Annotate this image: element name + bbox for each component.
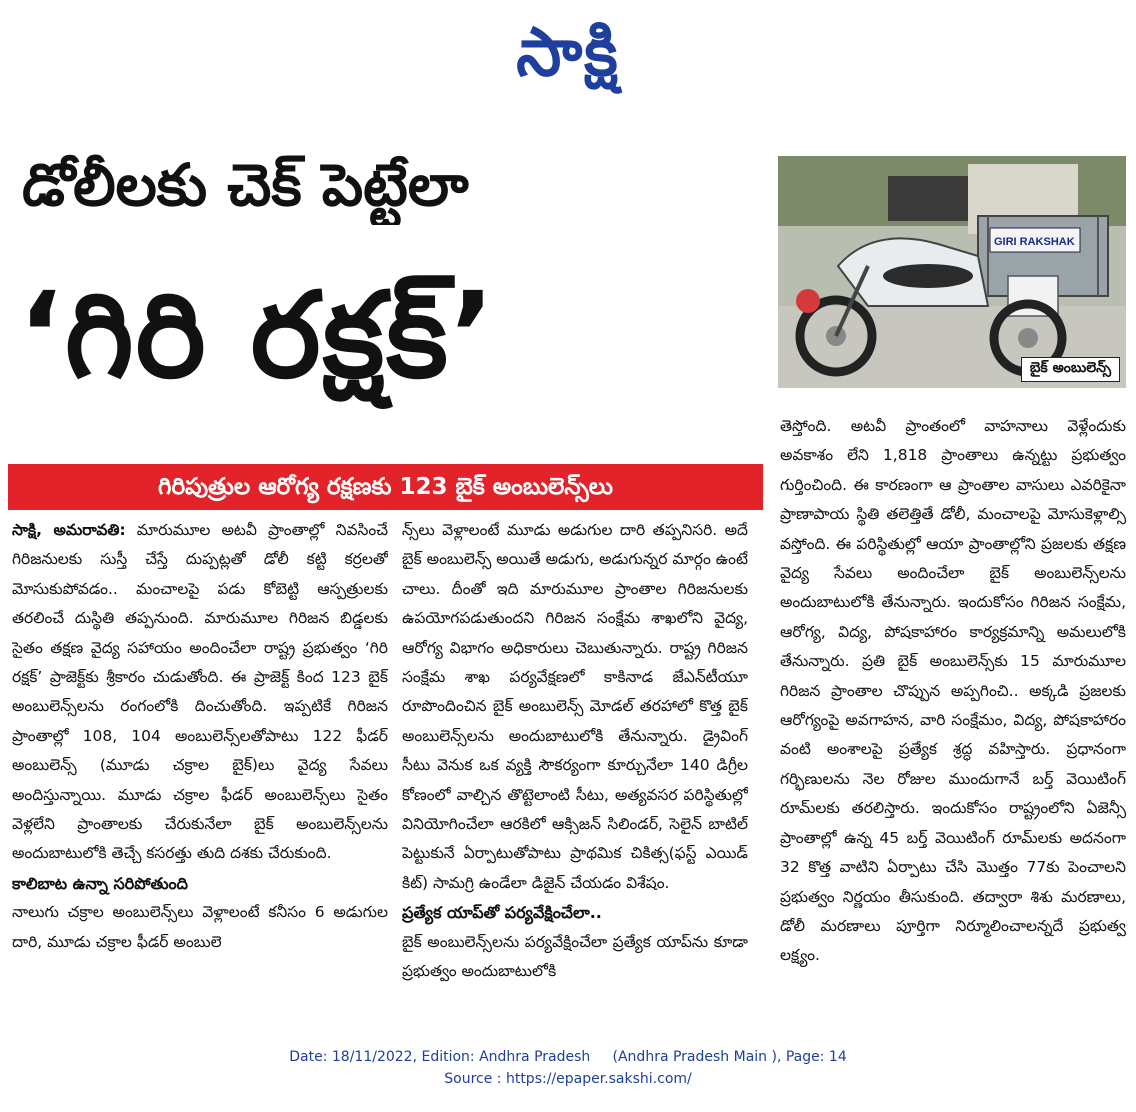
photo-caption: బైక్ అంబులెన్స్ (1021, 357, 1120, 382)
column-1-paragraph-1: మారుమూల అటవీ ప్రాంతాల్లో నివసించే గిరిజనులకు సుస్తీ చేస్తే దుప్పట్లతో డోలీ కట్టి కర్రలతో మోసుకుపోవడం.. మంచాలపై పడు కోబెట్టి ఆస్పత్రులకు తరలించే దుస్థితి తప్పనుంది. మారుమూల గిరిజన బిడ్డలకు సైతం తక్షణ వైద్య సహాయం అందించేలా రాష్ట్ర ప్రభుత్వం ‘గిరి రక్షక్’ ప్రాజెక్ట్‌కు శ్రీకారం చుడుతోంది. ఈ ప్రాజెక్ట్ కింద 123 బైక్ అంబులెన్స్‌లను రంగంలోకి దించుతోంది. ఇప్పటికే గిరిజన ప్రాంతాల్లో 108, 104 అంబులెన్స్‌లతోపాటు 122 ఫీడర్ అంబులెన్స్ (మూడు చక్రాల బైక్)లు వైద్య సేవలు అందిస్తున్నాయి. మూడు చక్రాల ఫీడర్ అంబులెన్స్‌లు సైతం వెళ్లలేని ప్రాంతాలకు చేరుకునేలా బైక్ అంబులెన్స్‌లను అందుబాటులోకి తెచ్చే కసరత్తు తుది దశకు చేరుకుంది. (12, 521, 388, 863)
footer-source: Source : https://epaper.sakshi.com/ (444, 1071, 692, 1087)
bike-ambulance-photo (778, 156, 1126, 388)
article-column-1 (12, 516, 388, 1012)
dateline: సాక్షి, అమరావతి: (12, 521, 126, 539)
masthead (0, 8, 1136, 98)
column-3-paragraph-1: తెస్తోంది. అటవీ ప్రాంతంలో వాహనాలు వెళ్లేందుకు అవకాశం లేని 1,818 ప్రాంతాలు ఉన్నట్టు ప్రభుత్వం గుర్తించింది. ఈ కారణంగా ఆ ప్రాంతాల వాసులు ఎవరికైనా ప్రాణాపాయ స్థితి తలెత్తితే డోలీ, మంచాలపై మోసుకెళ్లాల్సి వస్తోంది. ఈ పరిస్థితుల్లో ఆయా ప్రాంతాల్లోని ప్రజలకు తక్షణ వైద్య సేవలు అందించేలా బైక్ అంబులెన్స్‌లను అందుబాటులోకి తేనున్నారు. ఇందుకోసం గిరిజన సంక్షేమ, ఆరోగ్య, విద్య, పోషకాహారం కార్యక్రమాన్ని అమలులోకి తేనున్నారు. ప్రతి బైక్ అంబులెన్స్‌కు 15 మారుమూల గిరిజన ప్రాంతాల చొప్పున అప్పగించి.. అక్కడి ప్రజలకు ఆరోగ్యంపై అవగాహన, వారి సంక్షేమం, విద్య, పోషకాహారం వంటి అంశాలపై ప్రత్యేక శ్రద్ధ వహిస్తారు. ప్రధానంగా గర్భిణులను నెల రోజుల ముందుగానే బర్త్ వెయిటింగ్ రూమ్‌లకు తరలిస్తారు. ఇందుకోసం రాష్ట్రంలోని ఏజెన్సీ ప్రాంతాల్లో ఉన్న 45 బర్త్ వెయిటింగ్ రూమ్‌లకు అదనంగా 32 కొత్త వాటిని ఏర్పాటు చేసి మొత్తం 77కు పెంచాలని ప్రభుత్వం నిర్ణయం తీసుకుంది. తద్వారా శిశు మరణాలు, డోలీ మరణాలు పూర్తిగా నిర్మూలించాలన్నదే ప్రభుత్వ లక్ష్యం. (780, 417, 1126, 965)
section-subhead-2: ప్రత్యేక యాప్‌తో పర్యవేక్షించేలా.. (402, 903, 602, 923)
column-2-paragraph-1: న్స్‌లు వెళ్లాలంటే మూడు అడుగుల దారి తప్పనిసరి. అదే బైక్ అంబులెన్స్ అయితే అడుగు, అడుగున్నర మార్గం ఉంటే చాలు. దీంతో ఇది మారుమూల ప్రాంతాల గిరిజనులకు ఉపయోగపడుతుందని గిరిజన సంక్షేమ శాఖలోని వైద్య, ఆరోగ్య విభాగం అధికారులు చెబుతున్నారు. రాష్ట్ర గిరిజన సంక్షేమ శాఖ పర్యవేక్షణలో కాకినాడ జేఎన్‌టీయూ రూపొందించిన బైక్ అంబులెన్స్ మోడల్ తరహాలో కొత్త బైక్ అంబులెన్స్‌లను అందుబాటులోకి తేనున్నారు. డ్రైవింగ్ సీటు వెనుక ఒక వ్యక్తి సౌకర్యంగా కూర్చునేలా 140 డిగ్రీల కోణంలో వాల్చిన తొట్టెలాంటి సీటు, అత్యవసర పరిస్థితుల్లో వినియోగించేలా ఆరకిలో ఆక్సిజన్ సిలిండర్, సెలైన్ బాటిల్ పెట్టుకునే ఏర్పాటుతోపాటు ప్రాథమిక చికిత్స(ఫస్ట్ ఎయిడ్ కిట్) సామగ్రి ఉండేలా డిజైన్ చేయడం విశేషం. (402, 521, 748, 892)
headline-line-1: డోలీలకు చెక్ పెట్టేలా (22, 151, 469, 219)
article-column-2 (402, 516, 748, 1012)
headline-line-2: ‘గిరి రక్షక్’ (18, 266, 497, 404)
footer-edition-info: Date: 18/11/2022, Edition: Andhra Pradesh (Andhra Pradesh Main ), Page: 14 (289, 1049, 847, 1065)
subheadline-banner: గిరిపుత్రుల ఆరోగ్య రక్షణకు 123 బైక్ అంబులెన్స్‌లు (8, 464, 763, 510)
article-column-3 (780, 412, 1126, 1016)
section-subhead-1: కాలిబాట ఉన్నా సరిపోతుంది (12, 873, 188, 893)
sakshi-logo: సాక్షి (516, 14, 620, 92)
giri-rakshak-sign: GIRI RAKSHAK (994, 236, 1075, 248)
bike-ambulance-illustration (778, 156, 1126, 388)
column-1-paragraph-2: నాలుగు చక్రాల అంబులెన్స్‌లు వెళ్లాలంటే కనీసం 6 అడుగుల దారి, మూడు చక్రాల ఫీడర్ అంబులె (12, 903, 388, 951)
page-footer (0, 1046, 1136, 1090)
column-2-paragraph-2: బైక్ అంబులెన్స్‌లను పర్యవేక్షించేలా ప్రత్యేక యాప్‌ను కూడా ప్రభుత్వం అందుబాటులోకి (402, 932, 748, 981)
